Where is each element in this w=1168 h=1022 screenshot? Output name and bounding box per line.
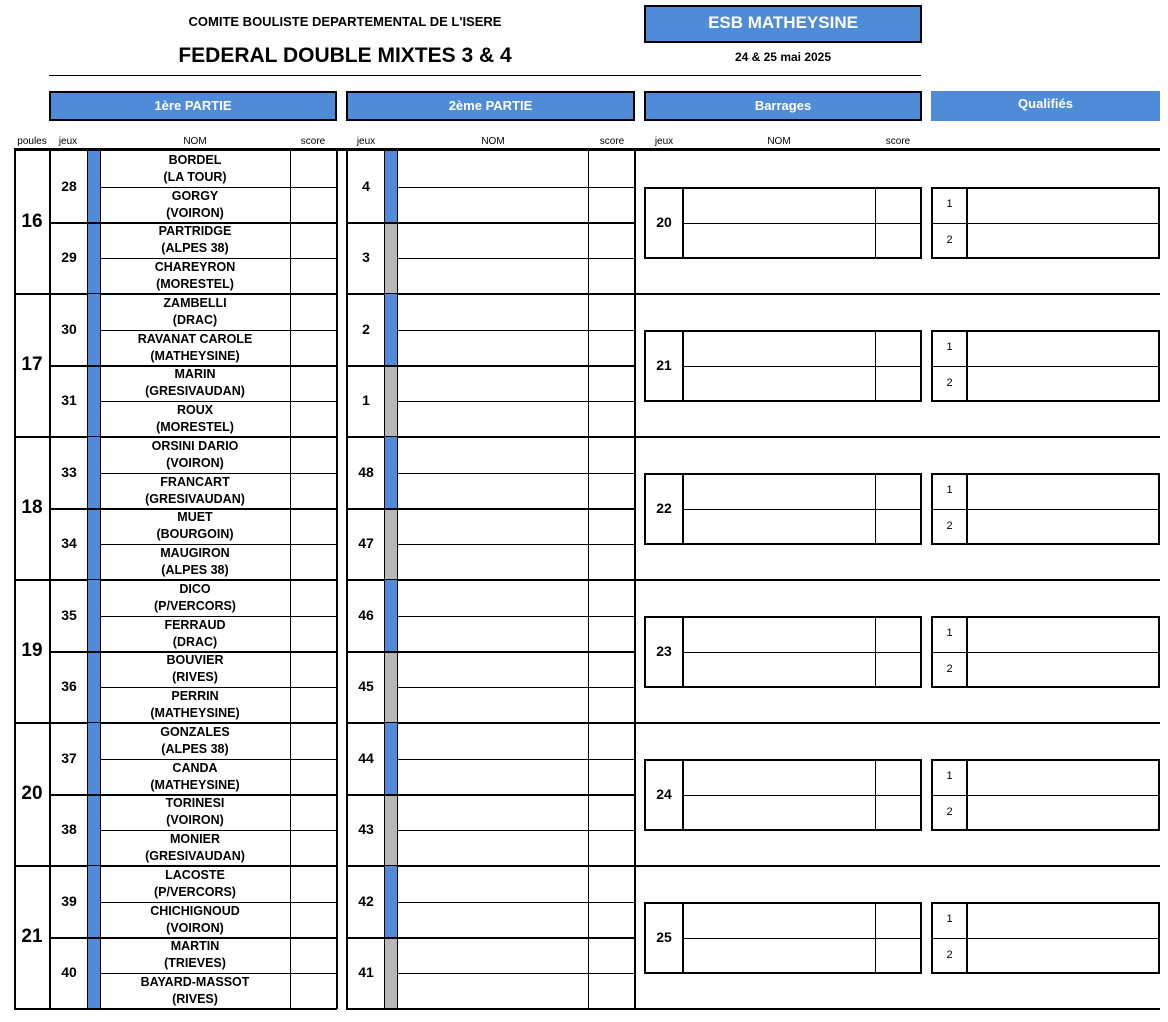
qualifies-rank: 2 xyxy=(946,234,953,246)
team-name: MARTIN xyxy=(170,939,220,954)
col-header-jeux-1: jeux xyxy=(58,136,78,147)
qualifies-row-line xyxy=(933,509,1159,510)
poule-divider xyxy=(635,722,1160,724)
score2-col-line xyxy=(588,151,589,1009)
event-date: 24 & 25 mai 2025 xyxy=(734,50,832,64)
game-divider xyxy=(346,222,635,224)
jeu-2-number: 45 xyxy=(358,678,374,695)
team-divider xyxy=(397,187,635,188)
team-club: (ALPES 38) xyxy=(161,241,229,256)
section-barrages: Barrages xyxy=(644,91,922,121)
team-name: BORDEL xyxy=(168,152,222,167)
team-name: GONZALES xyxy=(160,724,230,739)
barrage-number: 21 xyxy=(656,357,672,373)
team-entry xyxy=(100,581,290,615)
team-name: PERRIN xyxy=(171,689,219,704)
header-divider xyxy=(49,75,921,76)
partie2-right-edge xyxy=(634,151,636,1009)
qualifies-rank: 1 xyxy=(946,913,953,925)
jeu-2-number: 42 xyxy=(358,892,374,909)
team-divider xyxy=(100,830,336,831)
jeu-1-number: 31 xyxy=(61,392,77,409)
game-divider xyxy=(50,937,337,939)
team-entry xyxy=(100,474,290,508)
poule-divider xyxy=(635,1008,1160,1010)
game-divider xyxy=(346,937,635,939)
team-divider xyxy=(100,187,336,188)
partie2-bar-top xyxy=(385,723,397,795)
game-divider xyxy=(346,651,635,653)
partie2-bar-top xyxy=(385,866,397,938)
team-divider xyxy=(100,473,336,474)
nom2-left-line xyxy=(397,151,398,1009)
team-club: (GRESIVAUDAN) xyxy=(145,849,245,864)
col-header-nom-2: NOM xyxy=(481,136,505,147)
team-name: CANDA xyxy=(172,760,218,775)
qualifies-row-line xyxy=(933,795,1159,796)
team-name: RAVANAT CAROLE xyxy=(137,331,253,346)
team-club: (MORESTEL) xyxy=(156,420,234,435)
nom1-left-line xyxy=(100,151,101,1009)
team-name: ROUX xyxy=(176,403,214,418)
game-divider xyxy=(50,365,337,367)
poule-number: 16 xyxy=(21,210,43,232)
team-club: (MATHEYSINE) xyxy=(150,706,240,721)
partie2-bar-bottom xyxy=(385,652,397,724)
game-divider xyxy=(346,794,635,796)
page-title: FEDERAL DOUBLE MIXTES 3 & 4 xyxy=(178,44,512,67)
team-name: MUET xyxy=(177,510,213,525)
team-divider xyxy=(100,401,336,402)
partie2-left-edge xyxy=(346,151,348,1009)
team-divider xyxy=(100,973,336,974)
section-qualifies: Qualifiés xyxy=(931,91,1160,121)
jeu-1-number: 34 xyxy=(61,535,77,552)
qualifies-row-line xyxy=(933,223,1159,224)
team-club: (MATHEYSINE) xyxy=(150,777,240,792)
team-entry xyxy=(100,938,290,972)
team-entry xyxy=(100,545,290,579)
jeu-2-number: 44 xyxy=(358,749,374,766)
team-name: DICO xyxy=(179,581,211,596)
barrage-row-line xyxy=(683,795,921,796)
team-club: (TRIEVES) xyxy=(164,956,226,971)
team-divider xyxy=(100,258,336,259)
team-name: LACOSTE xyxy=(165,867,225,882)
team-name: ORSINI DARIO xyxy=(151,438,239,453)
partie2-bar-bottom xyxy=(385,795,397,867)
team-name: MARIN xyxy=(174,367,216,382)
team-club: (GRESIVAUDAN) xyxy=(145,384,245,399)
poule-number: 19 xyxy=(21,639,43,661)
jeu2-col-line xyxy=(384,151,385,1009)
poule-divider xyxy=(346,1008,635,1010)
game-divider xyxy=(50,651,337,653)
jeu-1-number: 36 xyxy=(61,678,77,695)
team-divider xyxy=(100,759,336,760)
game-divider xyxy=(346,365,635,367)
table-left-edge xyxy=(14,151,16,1009)
jeu-2-number: 46 xyxy=(358,606,374,623)
team-divider xyxy=(397,759,635,760)
jeu-2-number: 41 xyxy=(358,964,374,981)
qualifies-rank: 1 xyxy=(946,627,953,639)
team-entry xyxy=(100,223,290,257)
partie2-bar-bottom xyxy=(385,938,397,1010)
qualifies-rank: 1 xyxy=(946,484,953,496)
partie2-bar-top xyxy=(385,294,397,366)
team-entry xyxy=(100,402,290,436)
team-club: (P/VERCORS) xyxy=(154,598,236,613)
jeu-2-number: 3 xyxy=(362,249,370,266)
poule-divider xyxy=(635,579,1160,581)
team-divider xyxy=(397,473,635,474)
barrage-row-line xyxy=(683,223,921,224)
jeu-2-number: 2 xyxy=(362,320,370,337)
team-name: BOUVIER xyxy=(166,653,224,668)
barrage-number: 23 xyxy=(656,643,672,659)
barrage-row-line xyxy=(683,938,921,939)
team-name: PARTRIDGE xyxy=(158,224,232,239)
barrage-row-line xyxy=(683,652,921,653)
team-entry xyxy=(100,831,290,865)
barrage-row-line xyxy=(683,509,921,510)
jeu-1-number: 35 xyxy=(61,606,77,623)
team-entry xyxy=(100,438,290,472)
qualifies-rank: 2 xyxy=(946,949,953,961)
qualifies-rank: 2 xyxy=(946,520,953,532)
score1-col-line xyxy=(290,151,291,1009)
barrage-row-line xyxy=(683,366,921,367)
jeu-1-number: 38 xyxy=(61,821,77,838)
poule-number: 17 xyxy=(21,353,43,375)
col-header-score-1: score xyxy=(300,136,326,147)
game-divider xyxy=(50,508,337,510)
poule-col-line xyxy=(49,151,51,1009)
team-club: (VOIRON) xyxy=(166,920,224,935)
section-partie-1: 1ère PARTIE xyxy=(49,91,337,121)
jeu-2-number: 47 xyxy=(358,535,374,552)
poule-number: 21 xyxy=(21,925,43,947)
team-divider xyxy=(397,973,635,974)
team-club: (MORESTEL) xyxy=(156,277,234,292)
col-header-jeux-3: jeux xyxy=(654,136,674,147)
team-club: (VOIRON) xyxy=(166,205,224,220)
partie2-bar-top xyxy=(385,580,397,652)
team-divider xyxy=(397,616,635,617)
team-club: (ALPES 38) xyxy=(161,563,229,578)
section-partie-2: 2ème PARTIE xyxy=(346,91,635,121)
team-club: (MATHEYSINE) xyxy=(150,348,240,363)
col-header-jeux-2: jeux xyxy=(356,136,376,147)
poule-divider xyxy=(635,293,1160,295)
partie2-bar-top xyxy=(385,437,397,509)
team-entry xyxy=(100,295,290,329)
team-divider xyxy=(397,830,635,831)
jeu-1-number: 28 xyxy=(61,177,77,194)
team-divider xyxy=(397,687,635,688)
team-club: (P/VERCORS) xyxy=(154,884,236,899)
qualifies-rank: 2 xyxy=(946,806,953,818)
partie2-bar-bottom xyxy=(385,509,397,581)
barrage-number: 20 xyxy=(656,214,672,230)
team-divider xyxy=(397,258,635,259)
game-divider xyxy=(346,508,635,510)
jeu-2-number: 4 xyxy=(362,177,370,194)
col-header-nom-1: NOM xyxy=(183,136,207,147)
team-name: TORINESI xyxy=(165,796,225,811)
team-entry xyxy=(100,259,290,293)
jeu-1-number: 29 xyxy=(61,249,77,266)
team-entry xyxy=(100,795,290,829)
team-club: (BOURGOIN) xyxy=(156,527,234,542)
qualifies-row-line xyxy=(933,938,1159,939)
qualifies-rank: 1 xyxy=(946,770,953,782)
team-name: FRANCART xyxy=(160,474,230,489)
team-divider xyxy=(397,330,635,331)
team-name: ZAMBELLI xyxy=(163,295,227,310)
team-entry xyxy=(100,366,290,400)
qualifies-row-line xyxy=(933,652,1159,653)
qualifies-rank: 1 xyxy=(946,341,953,353)
barrage-number: 22 xyxy=(656,500,672,516)
team-club: (LA TOUR) xyxy=(163,169,227,184)
team-entry xyxy=(100,152,290,186)
barrage-number: 25 xyxy=(656,929,672,945)
jeu-1-number: 33 xyxy=(61,463,77,480)
jeu-1-number: 37 xyxy=(61,749,77,766)
team-club: (RIVES) xyxy=(172,992,218,1007)
team-club: (DRAC) xyxy=(172,312,218,327)
barrage-number: 24 xyxy=(656,786,672,802)
poule-number: 18 xyxy=(21,496,43,518)
jeu1-col-line xyxy=(87,151,88,1009)
poule-divider xyxy=(635,436,1160,438)
team-divider xyxy=(397,902,635,903)
club-banner: ESB MATHEYSINE xyxy=(644,5,922,43)
partie2-bar-bottom xyxy=(385,223,397,295)
organisation-name: COMITE BOULISTE DEPARTEMENTAL DE L'ISERE xyxy=(188,14,502,29)
team-name: CHICHIGNOUD xyxy=(150,903,240,918)
qualifies-rank: 2 xyxy=(946,377,953,389)
col-header-score-3: score xyxy=(885,136,911,147)
team-name: GORGY xyxy=(171,188,219,203)
team-entry xyxy=(100,688,290,722)
col-header-poules: poules xyxy=(17,136,47,147)
team-divider xyxy=(100,616,336,617)
qualifies-rank: 1 xyxy=(946,198,953,210)
team-entry xyxy=(100,760,290,794)
team-divider xyxy=(100,687,336,688)
team-club: (ALPES 38) xyxy=(161,741,229,756)
poule-divider xyxy=(635,865,1160,867)
team-entry xyxy=(100,331,290,365)
team-entry xyxy=(100,903,290,937)
jeu-2-number: 43 xyxy=(358,821,374,838)
team-club: (RIVES) xyxy=(172,670,218,685)
partie2-bar-bottom xyxy=(385,366,397,438)
col-header-nom-3: NOM xyxy=(767,136,791,147)
team-club: (VOIRON) xyxy=(166,455,224,470)
team-divider xyxy=(100,902,336,903)
team-club: (VOIRON) xyxy=(166,813,224,828)
game-divider xyxy=(50,794,337,796)
team-name: MONIER xyxy=(170,832,220,847)
team-divider xyxy=(397,401,635,402)
team-name: CHAREYRON xyxy=(154,260,236,275)
team-name: FERRAUD xyxy=(164,617,226,632)
jeu-1-number: 40 xyxy=(61,964,77,981)
col-header-score-2: score xyxy=(599,136,625,147)
team-name: MAUGIRON xyxy=(160,546,230,561)
jeu-1-number: 39 xyxy=(61,892,77,909)
partie2-bar-top xyxy=(385,151,397,223)
team-entry xyxy=(100,652,290,686)
qualifies-row-line xyxy=(933,366,1159,367)
team-entry xyxy=(100,974,290,1008)
partie1-right-edge xyxy=(336,151,338,1009)
team-entry xyxy=(100,188,290,222)
game-divider xyxy=(50,222,337,224)
team-entry xyxy=(100,509,290,543)
team-club: (DRAC) xyxy=(172,634,218,649)
jeu-2-number: 48 xyxy=(358,463,374,480)
qualifies-rank: 2 xyxy=(946,663,953,675)
team-entry xyxy=(100,867,290,901)
team-entry xyxy=(100,724,290,758)
jeu-1-number: 30 xyxy=(61,320,77,337)
team-club: (GRESIVAUDAN) xyxy=(145,491,245,506)
team-divider xyxy=(100,330,336,331)
team-entry xyxy=(100,617,290,651)
table-top-rule xyxy=(14,148,1160,151)
jeu-2-number: 1 xyxy=(362,392,370,409)
team-divider xyxy=(100,544,336,545)
poule-number: 20 xyxy=(21,782,43,804)
team-divider xyxy=(397,544,635,545)
poule-divider xyxy=(14,1008,337,1010)
team-name: BAYARD-MASSOT xyxy=(140,975,250,990)
